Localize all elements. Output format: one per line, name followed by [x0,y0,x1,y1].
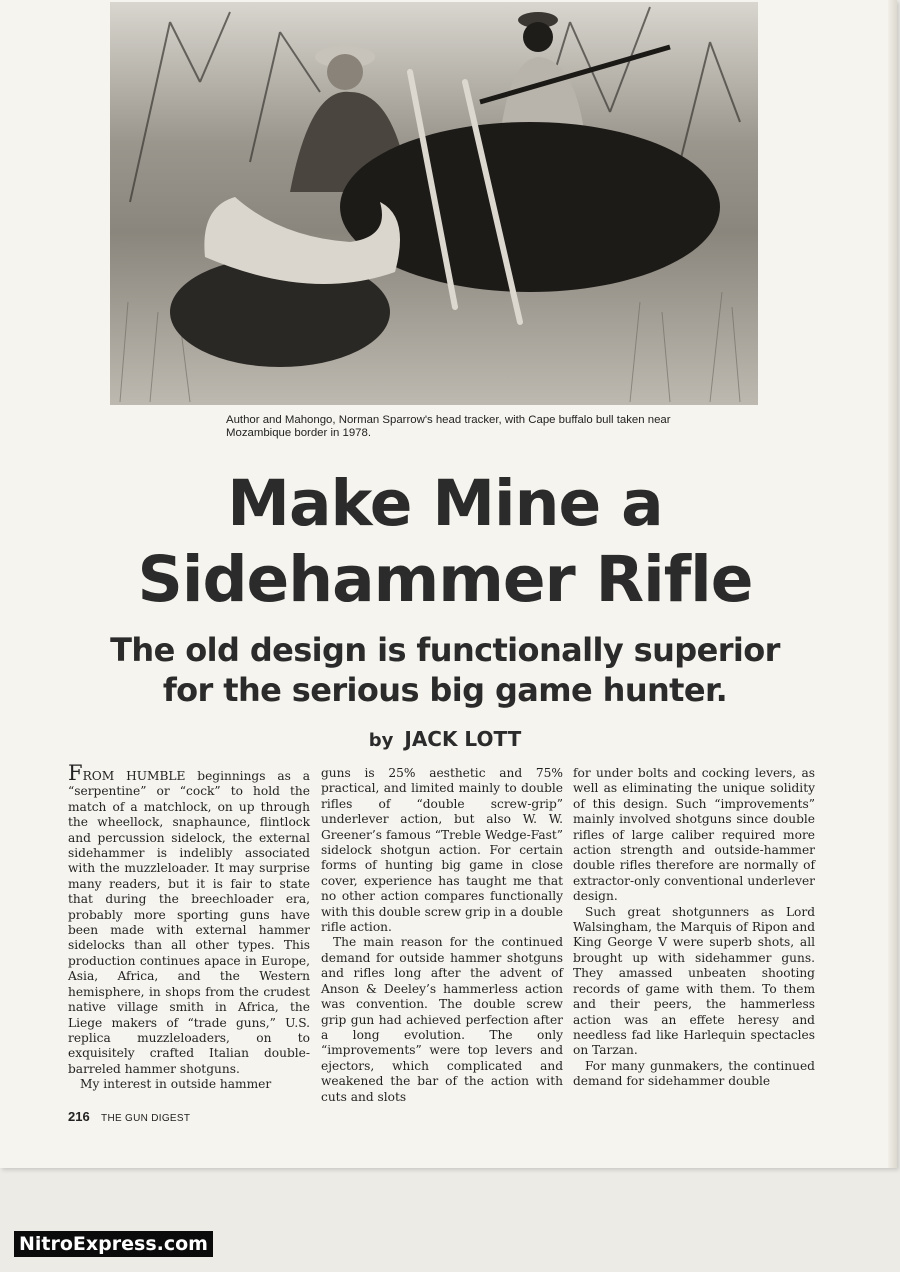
byline-prefix: by [368,730,394,751]
buffalo-hunt-photo [110,2,758,405]
photo-illustration [110,2,758,405]
article-title [100,466,790,618]
paragraph: My interest in outside hammer [80,1077,272,1092]
body-column-3 [573,766,815,1090]
article-subtitle [100,630,790,710]
drop-cap: F [68,761,83,785]
page-edge [888,0,897,1168]
subtitle-line-1: The old design is functionally superior [110,631,780,669]
paragraph: Such great shotgunners as Lord Walsingham, the Marquis of Ripon and King George V were superb shots, all brought up with sidehammer guns. They amassed unbeaten shooting records of game with them. To them and their peers, the hammerless action was an effete heresy and needless fad like Harlequin spectacles on Tarzan. [573,904,815,1058]
paragraph: for under bolts and cocking levers, as well as eliminating the unique solidity of this design. Such “improvements” mainly involved shotguns since double rifles of large caliber required more action strength and outside-hammer double rifles therefore are normally of extractor-only conventional underlever design. [573,766,815,904]
title-line-2: Sidehammer Rifle [137,543,753,616]
byline [300,727,590,751]
paragraph: For many gunmakers, the continued demand for sidehammer double [573,1058,815,1089]
author-name: JACK LOTT [404,727,522,751]
publication-name: THE GUN DIGEST [101,1113,191,1124]
title-line-1: Make Mine a [227,467,663,540]
photo-caption: Author and Mahongo, Norman Sparrow's head tracker, with Cape buffalo bull taken near Mozambique border in 1978. [226,414,671,439]
paragraph: guns is 25% aesthetic and 75% practical, and limited mainly to double rifles of “double screw-grip” underlever action, but also W. W. Greener’s famous “Treble Wedge-Fast” sidelock shotgun action. For certain forms of hunting big game in close cover, experience has taught me that no other action compares functionally with this double screw grip in a double rifle action. [321,766,563,935]
page-footer [68,1109,190,1124]
page-number: 216 [68,1109,90,1124]
paragraph: The main reason for the continued demand for outside hammer shotguns and rifles long after the advent of Anson & Deeley’s hammerless action was convention. The double screw grip gun had achieved perfection after a long evolution. The only “improvements” were top levers and ejectors, which complicated and weakened the bar of the action with cuts and slots [321,935,563,1104]
body-column-1 [68,761,310,1093]
paragraph-text: ROM HUMBLE beginnings as a “serpentine” or “cock” to hold the match of a matchlock, on up through the wheellock, snaphaunce, flintlock and percussion sidelock, the external sidehammer is indelibly associated with the muzzleloader. It may surprise many readers, but it is fair to state that during the breechloader era, probably more sporting guns have been made with external hammer sidelocks than all other types. This production continues apace in Europe, Asia, Africa, and the Western hemisphere, in shops from the crudest native village smith in Africa, the Liege makers of “trade guns,” U.S. replica muzzleloaders, on to exquisitely crafted Italian double-barreled hammer shotguns. [68,769,310,1076]
site-watermark: NitroExpress.com [14,1231,213,1257]
paragraph [68,761,310,1077]
subtitle-line-2: for the serious big game hunter. [162,671,728,709]
body-column-2 [321,766,563,1105]
